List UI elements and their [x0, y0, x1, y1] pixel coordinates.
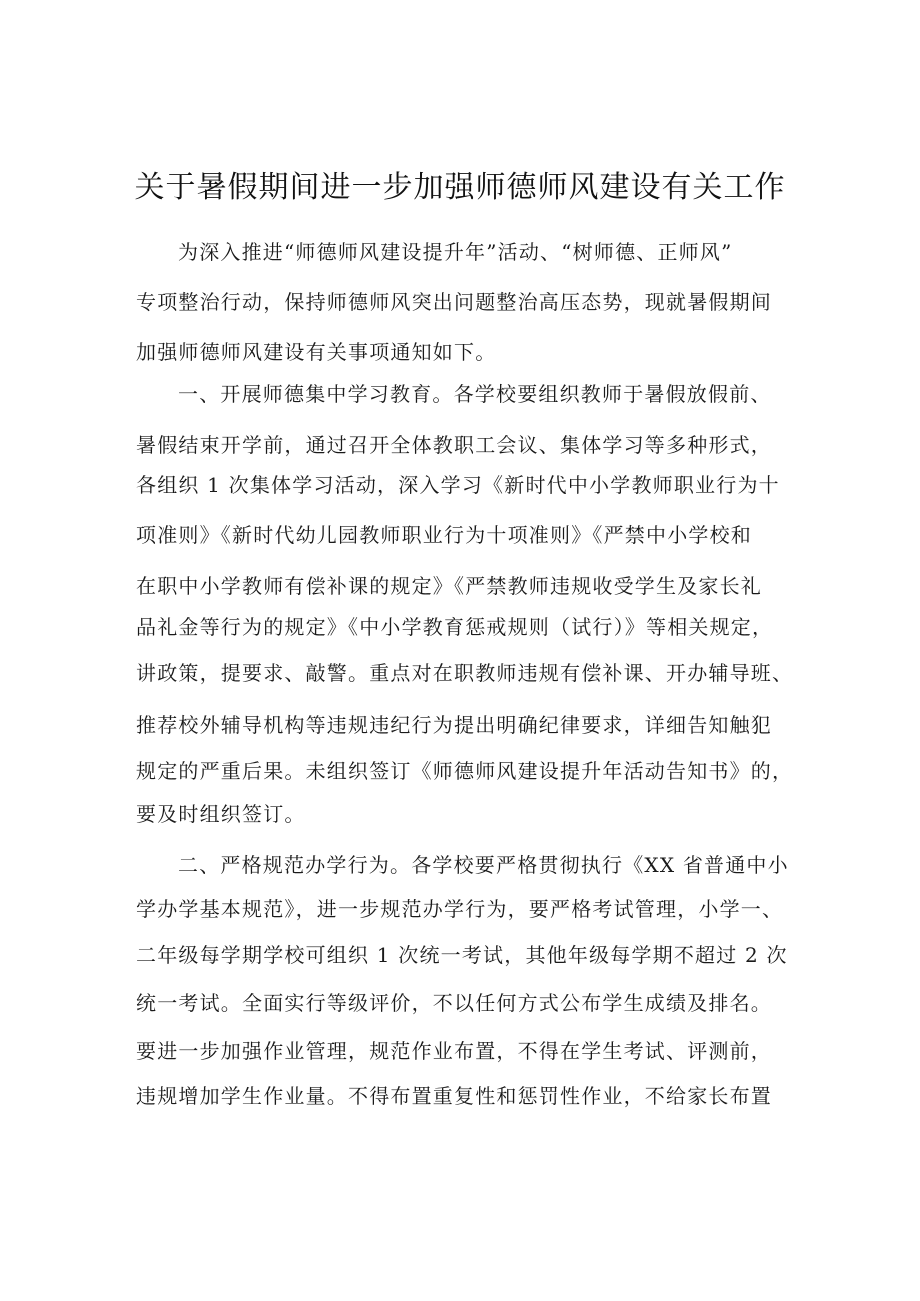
text-line: 专项整治行动，保持师德师风突出问题整治高压态势，现就暑假期间: [136, 290, 772, 314]
text-line: 要进一步加强作业管理，规范作业布置，不得在学生考试、评测前，: [136, 1039, 772, 1063]
text-line: 二年级每学期学校可组织 1 次统一考试，其他年级每学期不超过 2 次: [136, 943, 788, 967]
text-line: 各组织 1 次集体学习活动，深入学习《新时代中小学教师职业行为十: [136, 473, 780, 497]
text-line: 品礼金等行为的规定》《中小学教育惩戒规则（试行）》等相关规定，: [136, 615, 774, 639]
text-line: 暑假结束开学前，通过召开全体教职工会议、集体学习等多种形式，: [136, 433, 772, 457]
text-line: 一、开展师德集中学习教育。各学校要组织教师于暑假放假前、: [178, 382, 772, 406]
text-line: 项准则》《新时代幼儿园教师职业行为十项准则》《严禁中小学校和: [136, 523, 752, 547]
text-line: 要及时组织签订。: [136, 802, 306, 826]
text-line: 学办学基本规范》，进一步规范办学行为，要严格考试管理，小学一、: [136, 897, 784, 921]
text-line: 规定的严重后果。未组织签订《师德师风建设提升年活动告知书》的，: [136, 759, 794, 783]
text-line: 讲政策，提要求、敲警。重点对在职教师违规有偿补课、开办辅导班、: [136, 661, 794, 685]
text-line: 在职中小学教师有偿补课的规定》《严禁教师违规收受学生及家长礼: [136, 574, 762, 598]
text-line: 推荐校外辅导机构等违规违纪行为提出明确纪律要求，详细告知触犯: [136, 713, 772, 737]
document-title: 关于暑假期间进一步加强师德师风建设有关工作: [134, 170, 786, 205]
text-line: 二、严格规范办学行为。各学校要严格贯彻执行《XX 省普通中小: [178, 853, 789, 877]
text-line: 加强师德师风建设有关事项通知如下。: [136, 340, 497, 364]
text-line: 统一考试。全面实行等级评价，不以任何方式公布学生成绩及排名。: [136, 991, 772, 1015]
text-line: 违规增加学生作业量。不得布置重复性和惩罚性作业，不给家长布置: [136, 1084, 772, 1108]
text-line: 为深入推进“师德师风建设提升年”活动、“树师德、正师风”: [178, 240, 733, 264]
